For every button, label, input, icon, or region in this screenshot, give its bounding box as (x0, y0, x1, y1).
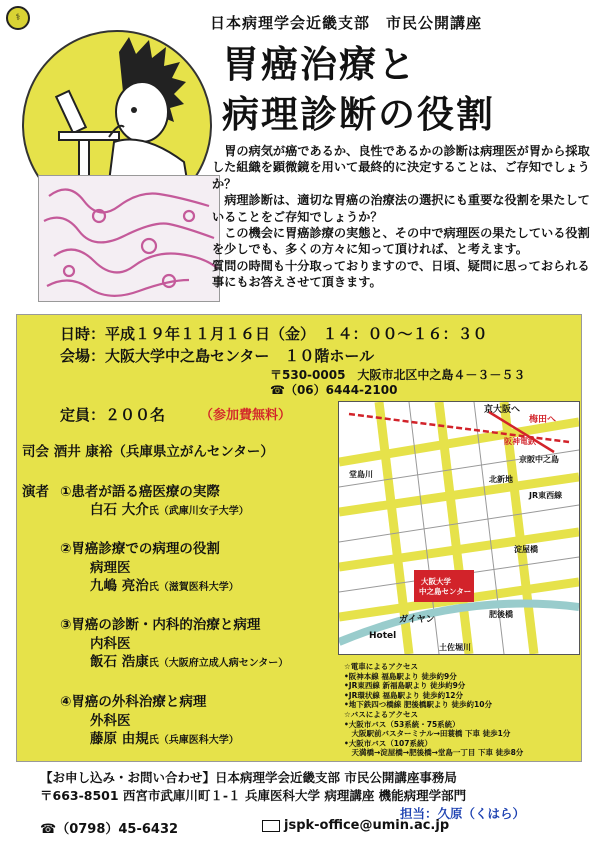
capacity-text: 定員：２００名 (60, 406, 166, 424)
access-line: •JR東西線 新福島駅より 徒歩約9分 (344, 681, 466, 691)
speaker-affiliation: （兵庫医科大学） (158, 735, 239, 746)
event-datetime: 日時：平成１９年１１月１６日（金） １４：００～１６：３０ (60, 325, 488, 343)
map-label: Hotel (369, 631, 397, 641)
venue-map (338, 401, 580, 655)
map-label: 堂島川 (349, 470, 373, 479)
inquiry-phone: ☎（0798）45-6432 (40, 822, 179, 837)
map-label: 北新地 (489, 475, 513, 484)
map-label: 京阪中之島 (519, 455, 559, 464)
map-label: 阪神電鉄 (504, 437, 536, 446)
access-heading: ☆電車によるアクセス (344, 662, 418, 671)
intro-text (212, 143, 590, 291)
inquiry-email[interactable] (262, 818, 449, 833)
speakers-label: 演者 (22, 484, 49, 500)
access-line: •大阪市バス（53系統・75系統） (344, 719, 460, 729)
access-line: •地下鉄四つ橋線 肥後橋駅より 徒歩約10分 (344, 700, 492, 710)
map-label: 肥後橋 (489, 610, 513, 619)
talk-speaker (90, 574, 239, 594)
talk-title: ②胃癌診療での病理の役割 (60, 541, 220, 557)
talk-title: ①患者が語る癌医療の実際 (60, 484, 220, 500)
access-line: •大阪市バス（107系統） (344, 738, 432, 748)
speaker-suffix: 氏 (148, 735, 159, 746)
map-label: ガイヤン (399, 615, 435, 625)
map-label: 京大阪へ (484, 405, 521, 415)
histology-image (38, 175, 220, 302)
inquiry-heading: 【お申し込み・お問い合わせ】日本病理学会近畿支部 市民公開講座事務局 (40, 770, 457, 785)
access-line: 天満橋→淀屋橋→肥後橋→堂島一丁目 下車 徒歩8分 (344, 748, 524, 758)
intro-paragraph: 質問の時間も十分取っておりますので、日頃、疑問に思っておられる事にもお答えさせて頂きます。 (212, 258, 590, 290)
map-label: 土佐堀川 (439, 643, 471, 652)
intro-paragraph: この機会に胃癌診療の実態と、その中で病理医の果たしている役割を少しでも、多くの方々に知って頂ければ、と考えます。 (212, 226, 590, 257)
speaker-affiliation: （武庫川女子大学） (158, 506, 249, 517)
inquiry-address: 〒663-8501 西宮市武庫川町１-１ 兵庫医科大学 病理講座 機能病理学部門 (40, 788, 467, 803)
venue-address: 〒530-0005 大阪市北区中之島４－３－５３ (270, 368, 526, 382)
venue-phone: ☎（06）6444-2100 (270, 383, 398, 397)
speaker-suffix: 氏 (148, 582, 159, 593)
speaker-name: 九嶋 亮治 (90, 578, 149, 594)
speaker-name: 藤原 由規 (90, 731, 149, 747)
speaker-role: 外科医 (90, 713, 131, 729)
talk-title: ④胃癌の外科治療と病理 (60, 694, 207, 710)
society-logo: ⚕ (6, 6, 30, 30)
access-line: 大阪駅前バスターミナル→田蓑橋 下車 徒歩1分 (344, 729, 511, 739)
page-title-line2: 病理診断の役割 (222, 93, 495, 136)
intro-paragraph: 病理診断は、適切な胃癌の治療法の選択にも重要な役割を果たしていることをご存知でしょうか？ (212, 193, 590, 224)
moderator-text: 司会 酒井 康裕（兵庫県立がんセンター） (22, 444, 274, 460)
access-info (344, 662, 580, 758)
contact-person: 担当：久原（くはら） (400, 806, 526, 821)
mail-icon (262, 820, 280, 832)
map-label: 梅田へ (529, 415, 557, 425)
speaker-suffix: 氏 (148, 506, 159, 517)
talk-speaker (90, 498, 249, 518)
tissue-slide-icon (39, 176, 219, 301)
event-venue: 会場：大阪大学中之島センター １０階ホール (60, 347, 375, 365)
access-line: •阪神本線 福島駅より 徒歩約9分 (344, 671, 457, 681)
speaker-role: 病理医 (90, 560, 131, 576)
map-label: JR東西線 (529, 491, 563, 500)
email-address[interactable]: jspk-office@umin.ac.jp (284, 818, 450, 833)
map-label: 淀屋橋 (514, 545, 538, 554)
page-title-line1: 胃癌治療と (222, 43, 417, 86)
speaker-name: 飯石 浩康 (90, 654, 149, 670)
map-venue-name: 中之島センター (419, 587, 472, 596)
organizer-heading: 日本病理学会近畿支部 市民公開講座 (210, 14, 483, 32)
talk-speaker (90, 727, 239, 747)
speaker-suffix: 氏 (148, 658, 159, 669)
free-admission-badge: （参加費無料） (200, 408, 292, 423)
access-line: •JR環状線 福島駅より 徒歩約12分 (344, 690, 464, 700)
speaker-affiliation: （滋賀医科大学） (158, 582, 239, 593)
talk-title: ③胃癌の診断・内科的治療と病理 (60, 617, 261, 633)
map-venue-name: 大阪大学 (421, 577, 451, 586)
intro-paragraph: 胃の病気が癌であるか、良性であるかの診断は病理医が胃から採取した組織を顕微鏡を用いて最終的に決定することは、ご存知でしょうか？ (212, 144, 590, 191)
speaker-role: 内科医 (90, 636, 131, 652)
speaker-name: 白石 大介 (90, 502, 149, 518)
street-map-icon (339, 402, 579, 654)
talk-speaker (90, 650, 288, 670)
speaker-affiliation: （大阪府立成人病センター） (158, 658, 289, 669)
access-heading: ☆バスによるアクセス (344, 709, 418, 719)
